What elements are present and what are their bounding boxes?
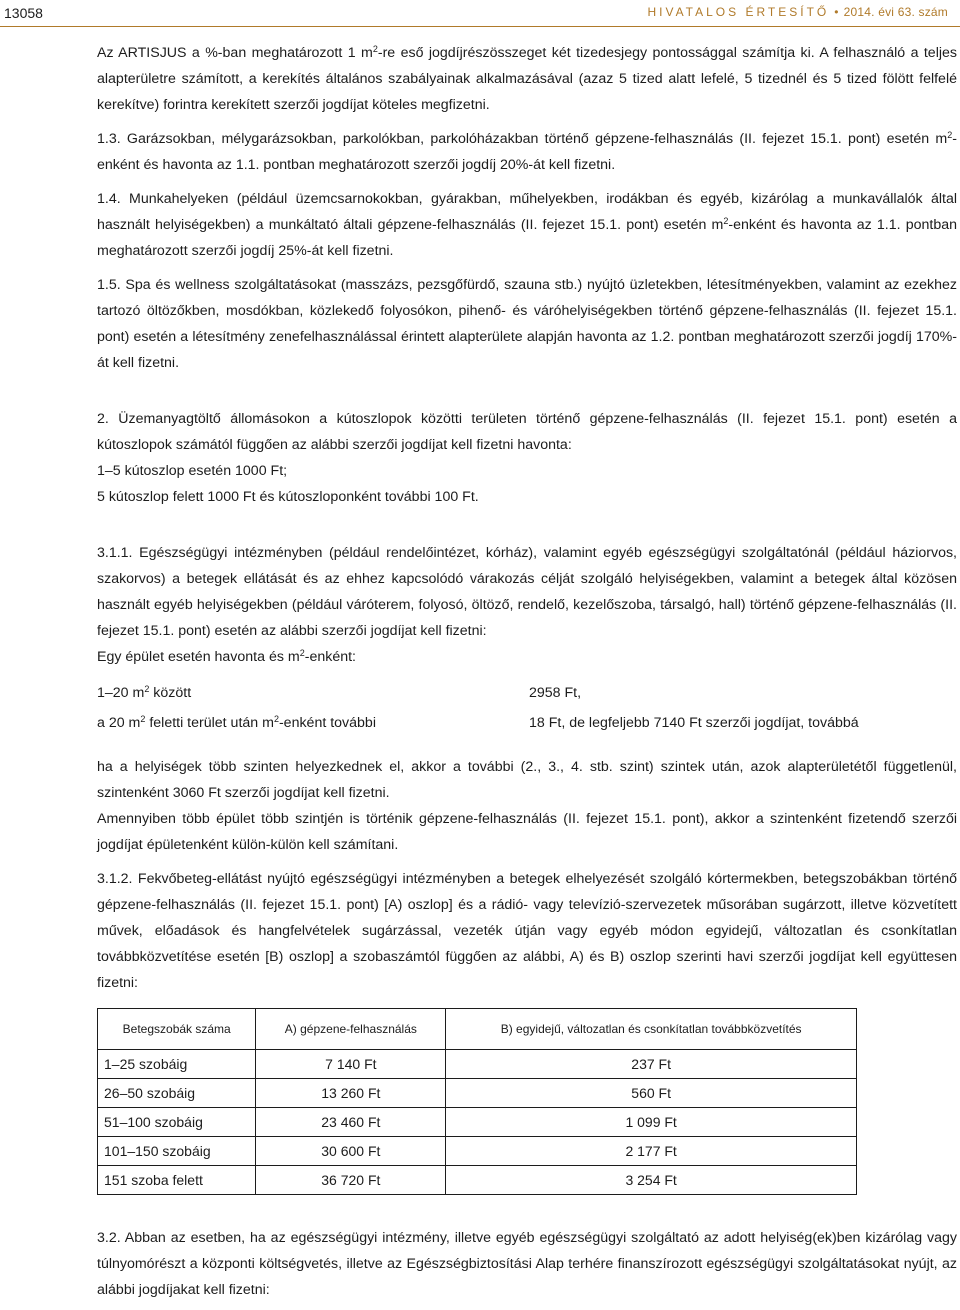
document-body [97,40,957,1303]
table-cell: 23 460 Ft [256,1108,446,1137]
table-cell: 30 600 Ft [256,1137,446,1166]
column-header: B) egyidejű, változatlan és csonkítatlan továbbközvetítés [446,1009,857,1050]
table-cell: 3 254 Ft [446,1166,857,1195]
table-cell: 560 Ft [446,1079,857,1108]
paragraph-intro: Az ARTISJUS a %-ban meghatározott 1 $m^2-re$ eső jogdíjrészösszeget két tizedesjegy pontossággal számítja ki. A felhasználó a teljes alapterületre számított, a kerekítés általános szabályainak alkalmazásával (azaz 5 tized alatt lefelé, 5 tizednél és 5 tized fölött felfelé kerekítve) forintra kerekített szerzői jogdíjat köteles megfizetni. [97,44,957,113]
rate-label: 1–20 $m^2$ között [97,684,192,701]
paragraph-3-1-1: 3.1.1. Egészségügyi intézményben (például rendelőintézet, kórház), valamint egyéb egészségügyi szolgáltatónál (például háziorvos, szakorvos) a betegek ellátását és az ehhez kapcsolódó várakozás célját szolgáló helyiségekben, valamint a betegek által közösen használt egyéb helyiségekben (például váróterem, folyosó, öltöző, rendelő, kezelőszoba, társalgó, hall) történő gépzene-felhasználás (II. fejezet 15.1. pont) esetén az alábbi szerzői jogdíjat kell fizetni: [97,545,957,639]
table-cell: 13 260 Ft [256,1079,446,1108]
paragraph-3-1-2: 3.1.2. Fekvőbeteg-ellátást nyújtó egészségügyi intézményben a betegek elhelyezését szolgáló kórtermekben, betegszobákban történő gépzene-felhasználás (II. fejezet 15.1. pont) [A) oszlop] és a rádió- vagy televízió-szervezetek műsorában sugárzott, illetve közvetített művek, előadások és hangfelvételek sugárzással, vezeték útján vagy egyéb módon egyidejű, változatlan és csonkítatlan továbbközvetítése esetén [B) oszlop] a szobaszámtól függően az alábbi, A) és B) oszlop szerinti havi szerzői jogdíjat kell együttesen fizetni: [97,871,957,991]
table-cell: 2 177 Ft [446,1137,857,1166]
paragraph-floors: ha a helyiségek több szinten helyezkednek el, akkor a további (2., 3., 4. stb. szint) szintek után, azok alapterületétől függetlenül, szintenként 3060 Ft szerzői jogdíjat kell fizetni. [97,759,957,801]
table-cell: 151 szoba felett [98,1166,256,1195]
table-row [98,1079,857,1108]
table-row [98,1108,857,1137]
separator-dot: • [834,5,839,19]
paragraph-1-4: 1.4. Munkahelyeken (például üzemcsarnokokban, gyárakban, műhelyekben, irodákban és egyéb, kizárólag a munkavállalók által használt helyiségekben) a munkáltató általi gépzene-felhasználás (II. fejezet 15.1. pont) esetén $m^2$-enként és havonta az 1.1. pontban meghatározott szerzői jogdíj 25%-át kell fizetni. [97,191,957,259]
journal-header [647,5,948,19]
column-header: A) gépzene-felhasználás [256,1009,446,1050]
paragraph-2: 2. Üzemanyagtöltő állomásokon a kútoszlopok közötti területen történő gépzene-felhasználás (II. fejezet 15.1. pont) esetén a kútoszlopok számától függően az alábbi szerzői jogdíjat kell fizetni havonta: [97,411,957,453]
page-number: 13058 [4,5,43,21]
table-cell: 26–50 szobáig [98,1079,256,1108]
paragraph-1-3: 1.3. Garázsokban, mélygarázsokban, parkolókban, parkolóházakban történő gépzene-felhasználás (II. fejezet 15.1. pont) esetén $m^2$-enként és havonta az 1.1. pontban meghatározott szerzői jogdíj 20%-át kell fizetni. [97,130,957,173]
rate-value: 2958 Ft, [529,685,582,701]
table-cell: 1–25 szobáig [98,1050,256,1079]
page-header [0,0,960,24]
table-cell: 101–150 szobáig [98,1137,256,1166]
table-cell: 7 140 Ft [256,1050,446,1079]
table-row [98,1137,857,1166]
fuel-rate-line-2: 5 kútoszlop felett 1000 Ft és kútoszloponként további 100 Ft. [97,489,479,505]
table-header-row [98,1009,857,1050]
rate-row-1 [97,678,957,708]
paragraph-3-2: 3.2. Abban az esetben, ha az egészségügyi intézmény, illetve egyéb egészségügyi szolgáltató az adott helyiség(ek)ben kizárólag vagy túlnyomórészt a központi költségvetés, illetve az Egészségbiztosítási Alap terhére finanszírozott egészségügyi szolgáltatásokat nyújt, az alábbi jogdíjakat kell fizetni: [97,1230,957,1298]
column-header: Betegszobák száma [98,1009,256,1050]
issue-label: 2014. évi 63. szám [843,5,948,19]
table-cell: 1 099 Ft [446,1108,857,1137]
journal-title: HIVATALOS ÉRTESÍTŐ [647,5,830,19]
table-cell: 51–100 szobáig [98,1108,256,1137]
table-cell: 36 720 Ft [256,1166,446,1195]
table-cell: 237 Ft [446,1050,857,1079]
rate-row-2 [97,708,957,738]
building-rate-intro: Egy épület esetén havonta és $m^2$-enként: [97,648,356,665]
rate-value: 18 Ft, de legfeljebb 7140 Ft szerzői jogdíjat, továbbá [529,715,859,731]
rate-label: a 20 $m^2$ feletti terület után $m^2$-enként további [97,714,376,731]
table-row [98,1166,857,1195]
paragraph-1-5: 1.5. Spa és wellness szolgáltatásokat (masszázs, pezsgőfürdő, szauna stb.) nyújtó üzletekben, létesítményekben, valamint az ezekhez tartozó öltözőkben, mosdókban, közlekedő folyosókon, pihenő- és váróhelyiségekben történő gépzene-felhasználás (II. fejezet 15.1. pont) esetén a létesítmény zenefelhasználással érintett alapterülete alapján havonta az 1.2. pontban meghatározott szerzői jogdíj 170%-át kell fizetni. [97,277,957,371]
table-row [98,1050,857,1079]
room-fee-table [97,1008,857,1195]
fuel-rate-line-1: 1–5 kútoszlop esetén 1000 Ft; [97,463,288,479]
header-rule [0,26,960,27]
paragraph-multi-building: Amennyiben több épület több szintjén is történik gépzene-felhasználás (II. fejezet 15.1. pont), akkor a szintenként fizetendő szerzői jogdíjat épületenként külön-külön kell számítani. [97,811,957,853]
